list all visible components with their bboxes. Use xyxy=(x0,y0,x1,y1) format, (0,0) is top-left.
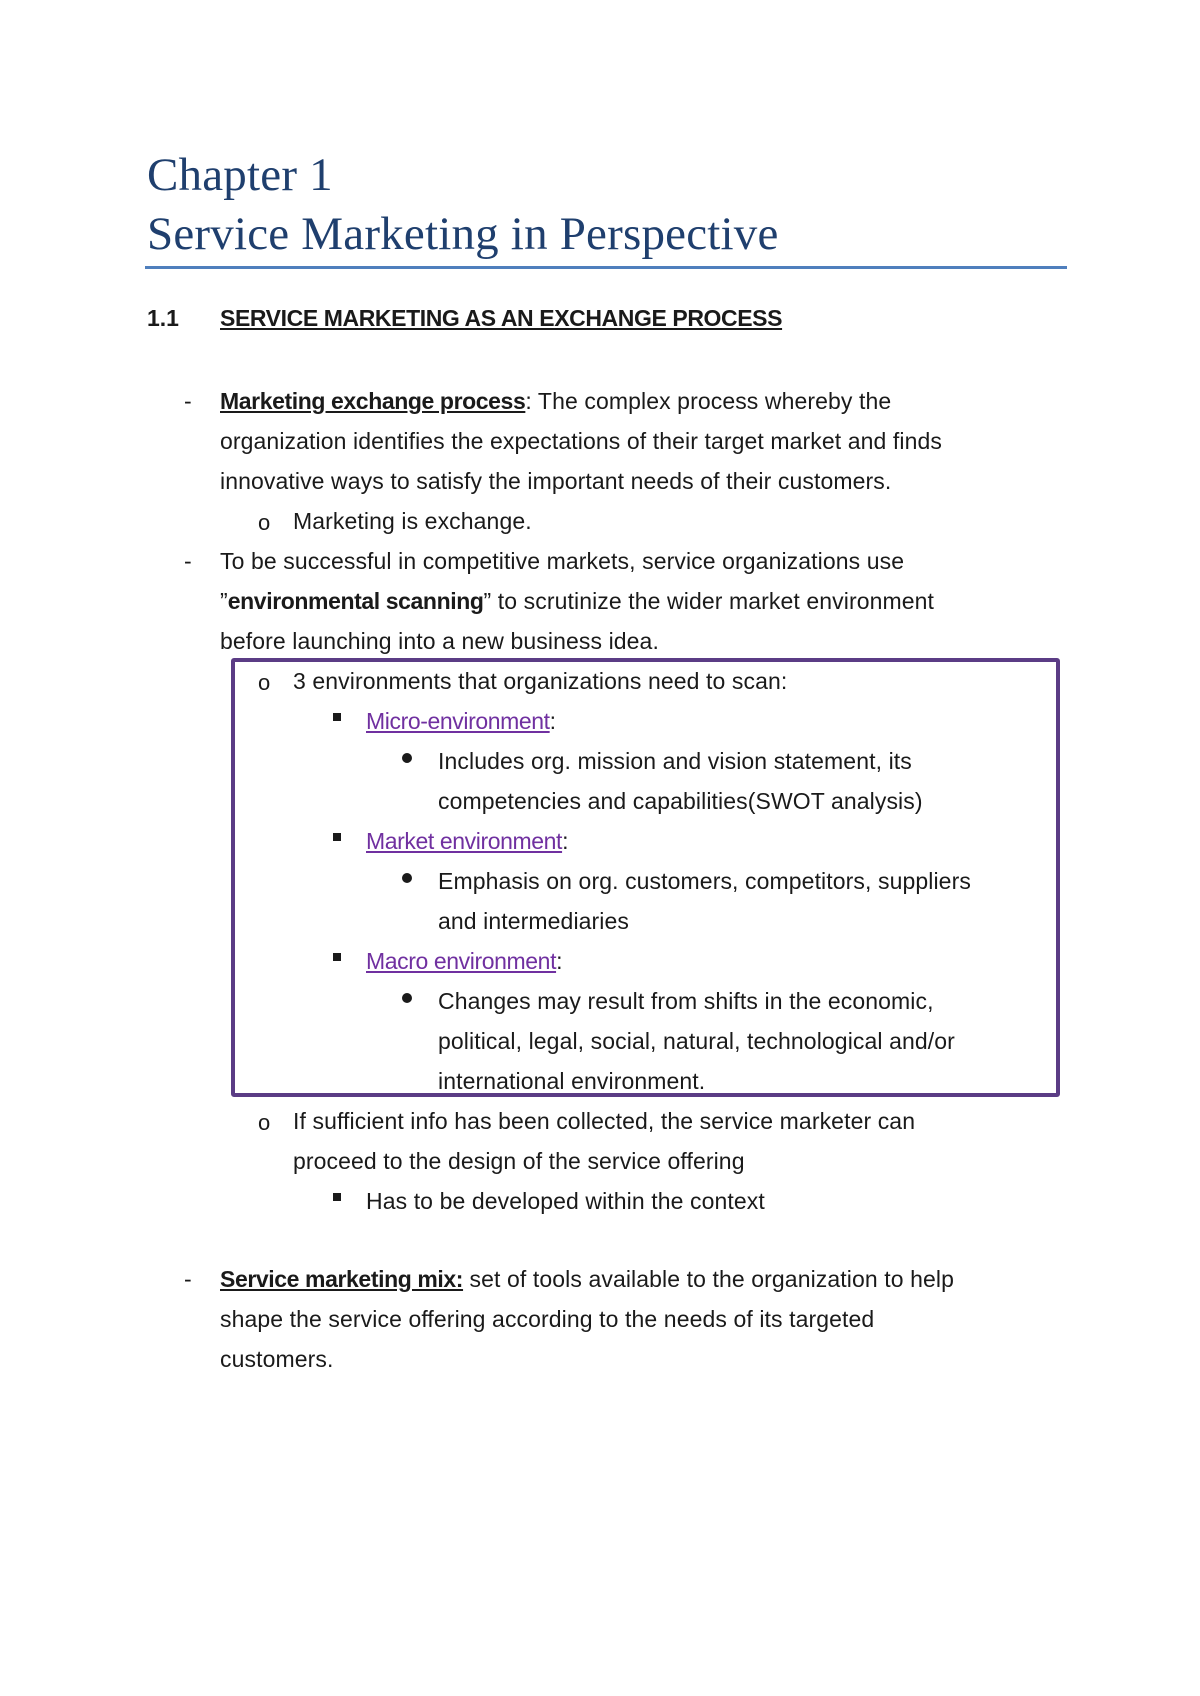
definition-text: set of tools available to the organization to help xyxy=(463,1266,955,1292)
environment-desc-line: Includes org. mission and vision statement, its xyxy=(438,748,912,774)
definition-line3: customers. xyxy=(220,1346,334,1372)
environment-micro xyxy=(366,710,556,733)
round-bullet-marker xyxy=(402,993,412,1003)
definition-line2: organization identifies the expectations of their target market and finds xyxy=(220,428,942,454)
bullet-environmental-scanning-line3: before launching into a new business idea. xyxy=(220,628,659,654)
o-bullet-marker: o xyxy=(258,670,271,695)
chapter-title: Chapter 1 xyxy=(147,149,333,201)
environment-desc-line: political, legal, social, natural, technological and/or xyxy=(438,1028,955,1054)
environment-name: Micro-environment xyxy=(366,708,550,734)
chapter-subtitle: Service Marketing in Perspective xyxy=(147,208,779,260)
environment-macro xyxy=(366,950,563,973)
environment-desc-line: international environment. xyxy=(438,1068,706,1094)
square-bullet-marker xyxy=(333,1193,341,1201)
environment-name: Market environment xyxy=(366,828,563,854)
o-bullet-marker: o xyxy=(258,510,271,535)
bullet-environmental-scanning-line1: To be successful in competitive markets, service organizations use xyxy=(220,548,905,574)
environment-colon: : xyxy=(556,948,563,974)
environment-desc-line: Emphasis on org. customers, competitors, suppliers xyxy=(438,868,971,894)
title-rule xyxy=(145,266,1067,269)
term-colon: : xyxy=(525,388,532,414)
term-marketing-exchange-process: Marketing exchange process xyxy=(220,388,526,414)
term-environmental-scanning: environmental scanning xyxy=(227,588,484,614)
section-title: SERVICE MARKETING AS AN EXCHANGE PROCESS xyxy=(220,305,783,331)
term-service-marketing-mix: Service marketing mix: xyxy=(220,1266,464,1292)
environment-desc-line: Changes may result from shifts in the economic, xyxy=(438,988,934,1014)
definition-line2: shape the service offering according to the needs of its targeted xyxy=(220,1306,875,1332)
open-quote: ” xyxy=(220,588,228,614)
environments-intro: 3 environments that organizations need to scan: xyxy=(293,668,788,694)
environment-market xyxy=(366,830,569,853)
environment-desc-line: and intermediaries xyxy=(438,908,630,934)
dash-bullet-marker: - xyxy=(184,548,192,574)
round-bullet-marker xyxy=(402,873,412,883)
scanning-rest: ” to scrutinize the wider market environment xyxy=(483,588,935,614)
sufficient-info-line1: If sufficient info has been collected, the service marketer can xyxy=(293,1108,916,1134)
square-bullet-marker xyxy=(333,953,341,961)
section-number: 1.1 xyxy=(147,305,179,331)
context-note: Has to be developed within the context xyxy=(366,1188,765,1214)
sufficient-info-line2: proceed to the design of the service offering xyxy=(293,1148,745,1174)
environment-colon: : xyxy=(562,828,569,854)
definition-line3: innovative ways to satisfy the important needs of their customers. xyxy=(220,468,892,494)
bullet-marketing-exchange-line1 xyxy=(220,390,891,413)
square-bullet-marker xyxy=(333,713,341,721)
round-bullet-marker xyxy=(402,753,412,763)
bullet-service-marketing-mix-line1 xyxy=(220,1268,954,1291)
o-bullet-marker: o xyxy=(258,1110,271,1135)
environment-desc-line: competencies and capabilities(SWOT analysis) xyxy=(438,788,923,814)
dash-bullet-marker: - xyxy=(184,1266,192,1292)
dash-bullet-marker: - xyxy=(184,388,192,414)
square-bullet-marker xyxy=(333,833,341,841)
sub-marketing-is-exchange: Marketing is exchange. xyxy=(293,508,532,534)
environment-name: Macro environment xyxy=(366,948,557,974)
bullet-environmental-scanning-line2 xyxy=(220,590,934,613)
environment-colon: : xyxy=(549,708,557,734)
definition-text: The complex process whereby the xyxy=(531,388,892,414)
